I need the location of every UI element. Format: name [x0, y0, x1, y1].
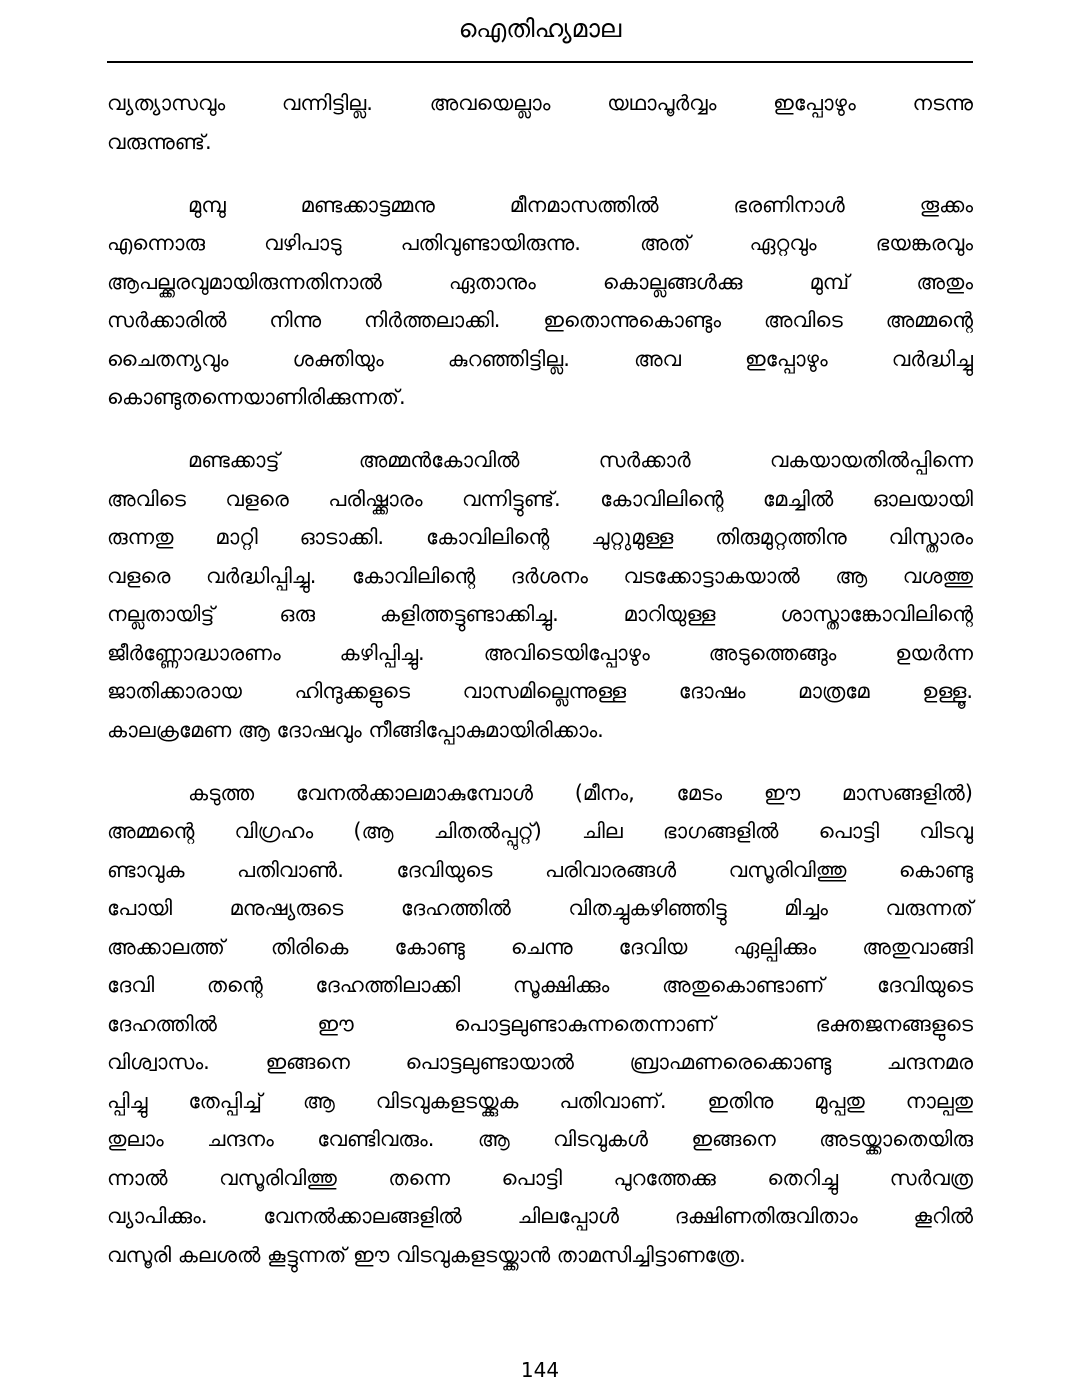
text-line: വ്യാപിക്കും. വേനൽക്കാലങ്ങളിൽ ചിലപ്പോൾ ദക്ഷിണതിരുവിതാം കൂറിൽ [107, 1204, 973, 1228]
text-line: തുലാം ചന്ദനം വേണ്ടിവരും. ആ വിടവുകൾ ഇങ്ങനെ അടയ്ക്കാതെയിരു [107, 1127, 973, 1151]
text-line: വളരെ വർദ്ധിപ്പിച്ചു. കോവിലിന്റെ ദർശനം വടക്കോട്ടാകയാൽ ആ വശത്തു [107, 563, 973, 588]
text-line: മണ്ടക്കാട്ട് അമ്മൻകോവിൽ സർക്കാർ വകയായതിൽപ്പിന്നെ [188, 448, 973, 472]
text-line: പ്പിച്ചു തേപ്പിച്ച് ആ വിടവുകളടയ്ക്കുക പതിവാണ്. ഇതിനു മുപ്പതു നാല്പതു [107, 1088, 973, 1113]
text-line: എന്നൊരു വഴിപാടു പതിവുണ്ടായിരുന്നു. അത് ഏറ്റവും ഭയങ്കരവും [107, 231, 973, 255]
paragraph [107, 84, 973, 161]
paragraph [107, 774, 973, 1275]
paragraph [107, 441, 973, 749]
text-line: അക്കാലത്ത് തിരികെ കോണ്ടു ചെന്നു ദേവിയ ഏല്പിക്കും അതുവാങ്ങി [107, 934, 973, 959]
text-line: കാലക്രമേണ ആ ദോഷവും നീങ്ങിപ്പോകുമായിരിക്കാം. [107, 717, 604, 742]
text-line: കൊണ്ടുതന്നെയാണിരിക്കുന്നത്. [107, 385, 406, 409]
text-line: ആപല്ക്കരവുമായിരുന്നതിനാൽ ഏതാനും കൊല്ലങ്ങൾക്കു മുമ്പ് അതും [107, 269, 973, 294]
text-line: അമ്മന്റെ വിഗ്രഹം (ആ ചിതൽപ്പുറ്റ്) ചില ഭാഗങ്ങളിൽ പൊട്ടി വിടവു [107, 819, 973, 843]
text-line: കടുത്ത വേനൽക്കാലമാകുമ്പോൾ (മീനം, മേടം ഈ മാസങ്ങളിൽ) [188, 780, 973, 805]
text-line: ജാതിക്കാരായ ഹിന്ദുക്കളുടെ വാസമില്ലെന്നുള്ള ദോഷം മാത്രമേ ഉള്ളൂ. [107, 679, 973, 703]
paragraph [107, 186, 973, 417]
text-line: ചൈതന്യവും ശക്തിയും കുറഞ്ഞിട്ടില്ല. അവ ഇപ്പോഴും വർദ്ധിച്ചു [107, 346, 973, 371]
header-rule [107, 61, 973, 63]
text-line: ണ്ടാവുക പതിവാൺ. ദേവിയുടെ പരിവാരങ്ങൾ വസൂരിവിത്തു കൊണ്ടു [107, 857, 973, 882]
page-number: 144 [520, 1358, 560, 1382]
running-header-title: ഐതിഹ്യമാല [458, 14, 622, 43]
text-line: മുമ്പു മണ്ടക്കാട്ടമ്മനു മീനമാസത്തിൽ ഭരണിനാൾ തൂക്കം [188, 192, 973, 217]
page-body [107, 84, 973, 1299]
text-line: ജീർണ്ണോദ്ധാരണം കഴിപ്പിച്ചു. അവിടെയിപ്പോഴും അടുത്തെങ്ങും ഉയർന്ന [107, 640, 973, 665]
text-line: വിശ്വാസം. ഇങ്ങനെ പൊട്ടലുണ്ടായാൽ ബ്രാഹ്മണരെക്കൊണ്ടു ചന്ദനമര [107, 1050, 973, 1074]
text-line: വരുന്നുണ്ട്. [107, 129, 212, 154]
text-line: ന്നാൽ വസൂരിവിത്തു തന്നെ പൊട്ടി പുറത്തേക്കു തെറിച്ചു സർവത്ര [107, 1165, 973, 1190]
text-line: രുന്നതു മാറ്റി ഓടാക്കി. കോവിലിന്റെ ചുറ്റുമുള്ള തിരുമുറ്റത്തിനു വിസ്താരം [107, 525, 973, 549]
text-line: ദേവി തന്റെ ദേഹത്തിലാക്കി സൂക്ഷിക്കും അതുകൊണ്ടാണ് ദേവിയുടെ [107, 973, 973, 997]
text-line: പോയി മനുഷ്യരുടെ ദേഹത്തിൽ വിതച്ചുകഴിഞ്ഞിട്ടു മിച്ചം വരുന്നത് [107, 896, 973, 920]
text-line: ദേഹത്തിൽ ഈ പൊട്ടലുണ്ടാകുന്നതെന്നാണ് ഭക്തജനങ്ങളുടെ [107, 1011, 973, 1036]
text-line: നല്ലതായിട്ട് ഒരു കളിത്തട്ടുണ്ടാക്കിച്ചു. മാറിയുള്ള ശാസ്താങ്കോവിലിന്റെ [107, 602, 973, 626]
text-line: സർക്കാരിൽ നിന്നു നിർത്തലാക്കി. ഇതൊന്നുകൊണ്ടും അവിടെ അമ്മന്റെ [107, 308, 973, 332]
text-line: വസൂരി കലശൽ കൂട്ടുന്നത് ഈ വിടവുകളടയ്ക്കാൻ താമസിച്ചിട്ടാണത്രേ. [107, 1242, 746, 1267]
text-line: വ്യത്യാസവും വന്നിട്ടില്ല. അവയെല്ലാം യഥാപൂർവ്വം ഇപ്പോഴും നടന്നു [107, 91, 973, 115]
text-line: അവിടെ വളരെ പരിഷ്ക്കാരം വന്നിട്ടുണ്ട്. കോവിലിന്റെ മേച്ചിൽ ഓലയായി [107, 486, 973, 511]
